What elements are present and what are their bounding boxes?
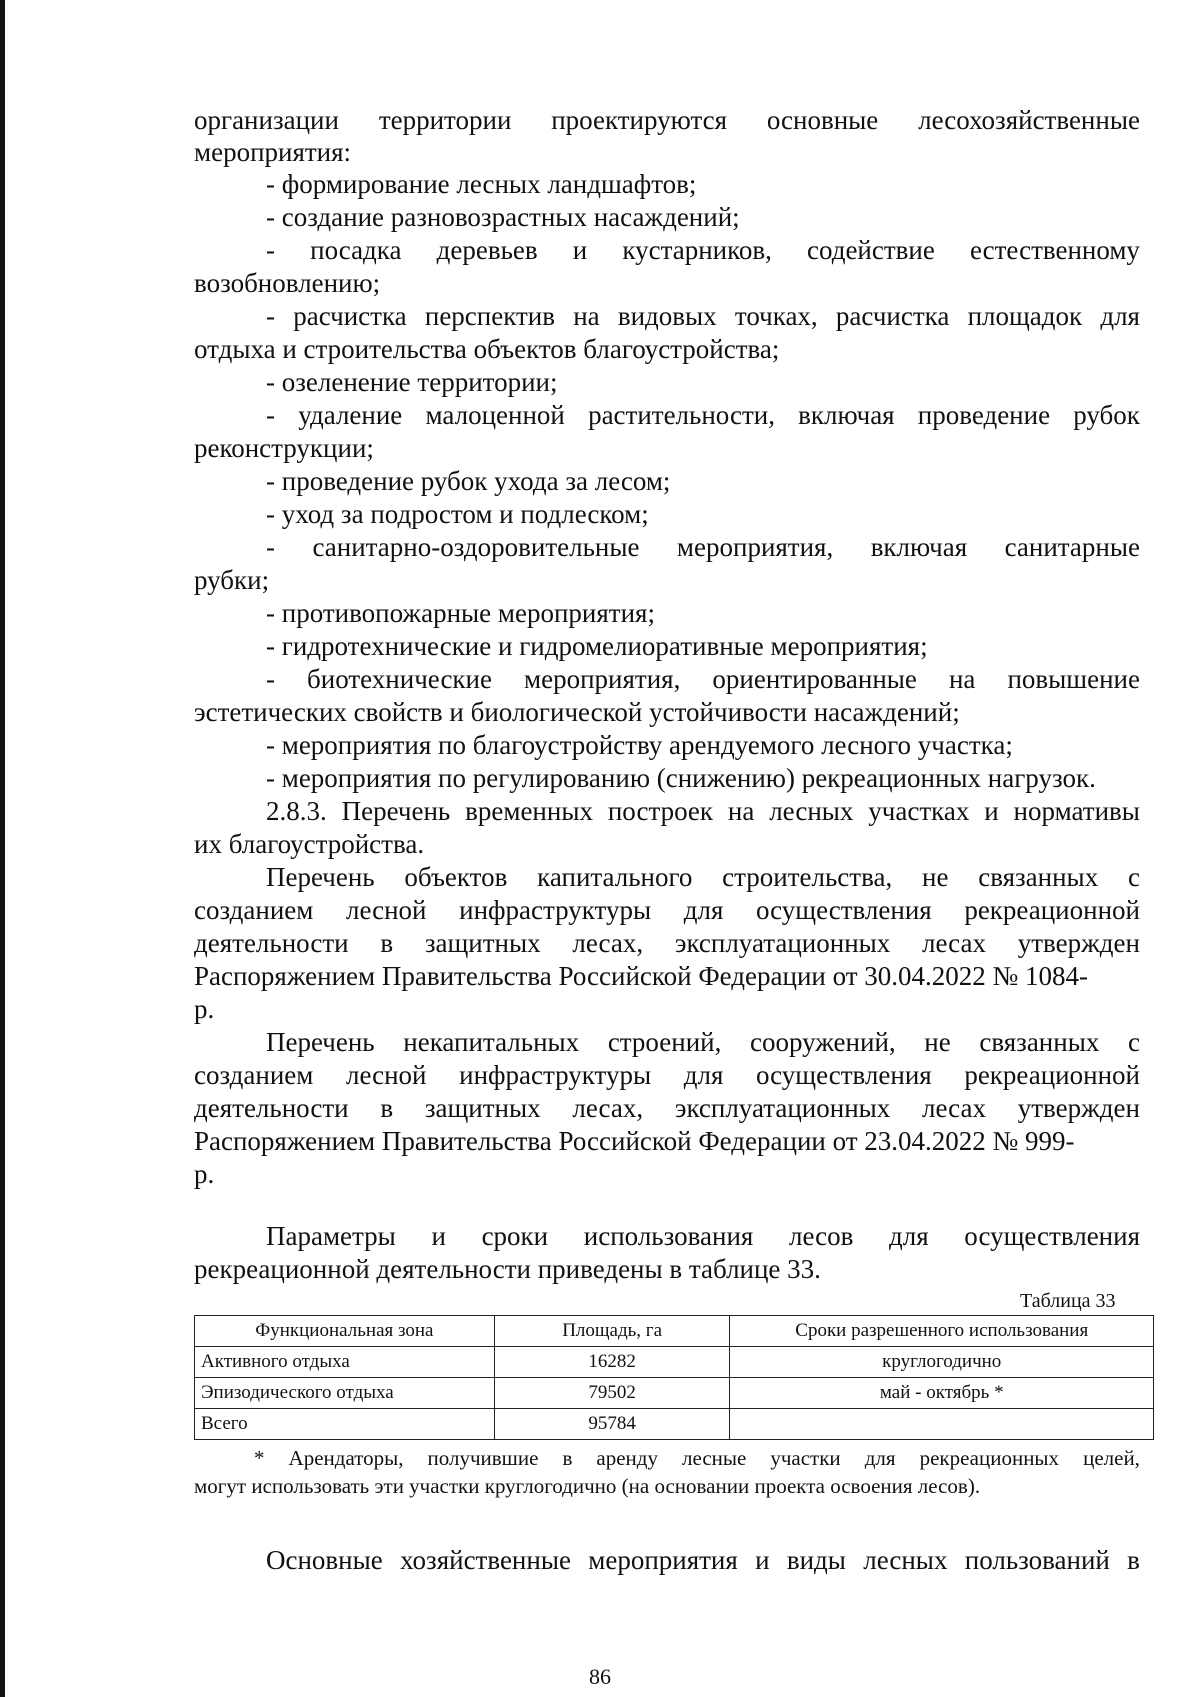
column-header: Сроки разрешенного использования [730, 1316, 1154, 1347]
paragraph-line: Параметры и сроки использования лесов для осуществления [266, 1221, 1140, 1251]
table-cell: круглогодично [730, 1347, 1154, 1378]
table-cell: май - октябрь * [730, 1378, 1154, 1409]
text-line: мероприятия: [194, 137, 352, 167]
list-item: - противопожарные мероприятия; [266, 598, 655, 628]
footnote-line: * Арендаторы, получившие в аренду лесные участки для рекреационных целей, [254, 1446, 1140, 1470]
page-number: 86 [589, 1664, 611, 1689]
list-item: - посадка деревьев и кустарников, содействие естественному [266, 235, 1140, 265]
list-item: - удаление малоценной растительности, включая проведение рубок [266, 400, 1140, 430]
paragraph-line: созданием лесной инфраструктуры для осуществления рекреационной [194, 895, 1140, 925]
table-cell: 16282 [494, 1347, 730, 1378]
table-cell: 95784 [494, 1409, 730, 1440]
scan-left-edge [0, 0, 5, 1697]
table-33 [194, 1315, 1154, 1440]
paragraph-line: р. [194, 1159, 215, 1189]
list-item: - создание разновозрастных насаждений; [266, 202, 740, 232]
list-item: - гидротехнические и гидромелиоративные мероприятия; [266, 631, 928, 661]
table-row [195, 1409, 1154, 1440]
table-cell: 79502 [494, 1378, 730, 1409]
table-cell: Эпизодического отдыха [195, 1378, 495, 1409]
list-item: - мероприятия по регулированию (снижению) рекреационных нагрузок. [266, 763, 1096, 793]
footnote-line: могут использовать эти участки круглогодично (на основании проекта освоения лесов). [194, 1474, 981, 1498]
list-item: - санитарно-оздоровительные мероприятия, включая санитарные [266, 532, 1140, 562]
table-row [195, 1378, 1154, 1409]
text-line: рубки; [194, 565, 270, 595]
text-line: отдыха и строительства объектов благоустройства; [194, 334, 780, 364]
paragraph-line: созданием лесной инфраструктуры для осуществления рекреационной [194, 1060, 1140, 1090]
section-heading: 2.8.3. Перечень временных построек на лесных участках и нормативы [266, 796, 1140, 826]
paragraph-line: р. [194, 994, 215, 1024]
text-line: эстетических свойств и биологической устойчивости насаждений; [194, 697, 960, 727]
list-item: - мероприятия по благоустройству арендуемого лесного участка; [266, 730, 1013, 760]
table-row [195, 1347, 1154, 1378]
list-item: - расчистка перспектив на видовых точках, расчистка площадок для [266, 301, 1140, 331]
paragraph-line: рекреационной деятельности приведены в таблице 33. [194, 1254, 821, 1284]
text-line: возобновлению; [194, 268, 381, 298]
paragraph-line: деятельности в защитных лесах, эксплуатационных лесах утвержден [194, 928, 1140, 958]
paragraph-line: Распоряжением Правительства Российской Федерации от 30.04.2022 № 1084- [194, 961, 1089, 991]
table-header-row [195, 1316, 1154, 1347]
list-item: - формирование лесных ландшафтов; [266, 169, 697, 199]
paragraph-line: Распоряжением Правительства Российской Федерации от 23.04.2022 № 999- [194, 1126, 1075, 1156]
list-item: - озеленение территории; [266, 367, 558, 397]
text-line: реконструкции; [194, 433, 374, 463]
column-header: Площадь, га [494, 1316, 730, 1347]
list-item: - биотехнические мероприятия, ориентированные на повышение [266, 664, 1140, 694]
list-item: - проведение рубок ухода за лесом; [266, 466, 671, 496]
column-header: Функциональная зона [195, 1316, 495, 1347]
table-cell: Активного отдыха [195, 1347, 495, 1378]
paragraph-line: Перечень объектов капитального строительства, не связанных с [266, 862, 1140, 892]
table-cell [730, 1409, 1154, 1440]
list-item: - уход за подростом и подлеском; [266, 499, 649, 529]
table-caption: Таблица 33 [1020, 1290, 1116, 1312]
paragraph-line: деятельности в защитных лесах, эксплуатационных лесах утвержден [194, 1093, 1140, 1123]
table-cell: Всего [195, 1409, 495, 1440]
paragraph-line: Перечень некапитальных строений, сооружений, не связанных с [266, 1027, 1140, 1057]
paragraph-line: Основные хозяйственные мероприятия и виды лесных пользований в [266, 1545, 1140, 1575]
section-heading: их благоустройства. [194, 829, 425, 859]
text-line: организации территории проектируются основные лесохозяйственные [194, 105, 1140, 135]
